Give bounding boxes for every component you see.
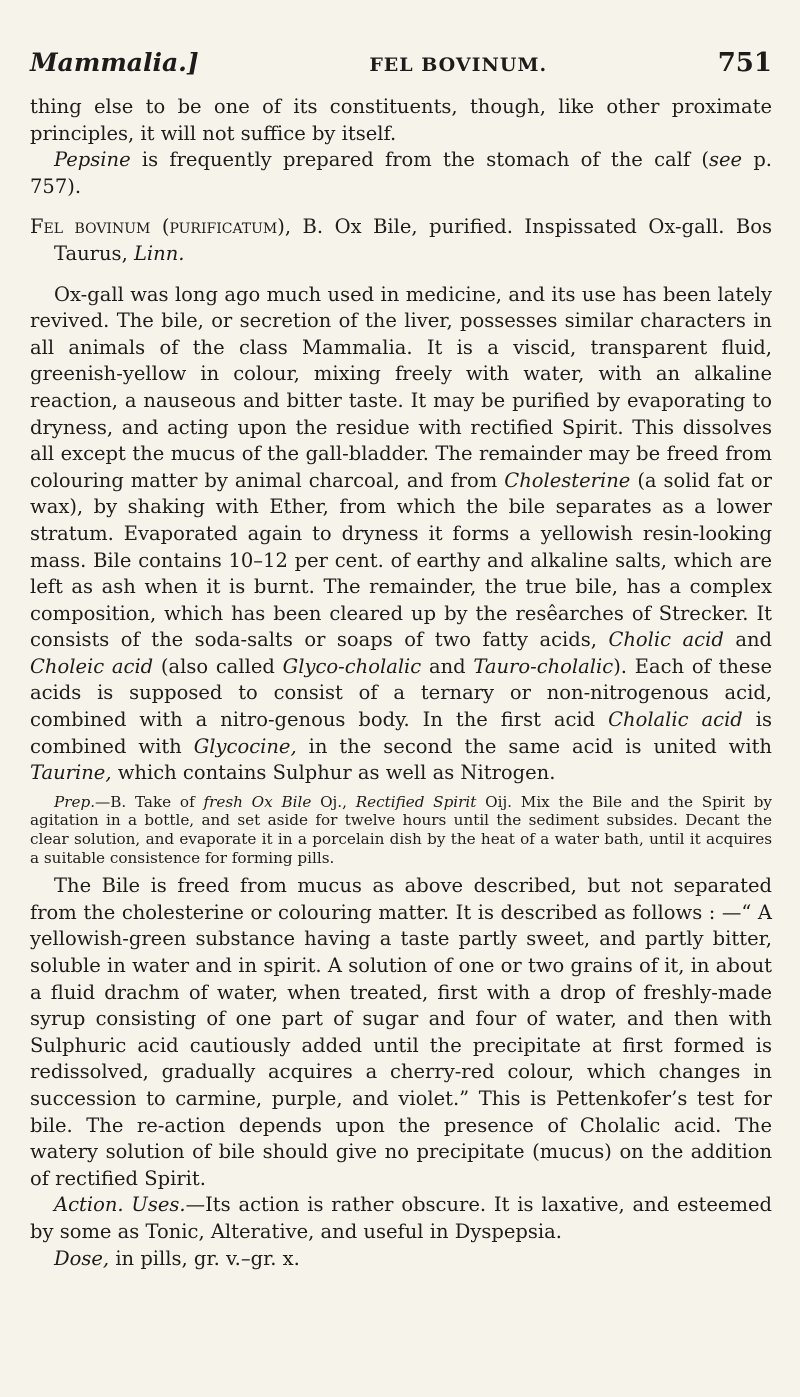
paragraph-action: Action. Uses.—Its action is rather obscure. It is laxative, and esteemed by some as Tonic, Alterative, and useful in Dyspepsia.: [30, 1193, 772, 1243]
paragraph-pepsine: Pepsine is frequently prepared from the stomach of the calf (see p. 757).: [30, 148, 773, 198]
page: [30, 46, 772, 1272]
paragraph-test: The Bile is freed from mucus as above described, but not separated from the cholesterine or colouring matter. It is described as follows : —“ A yellowish-green substance having a taste partly sweet, and partly bitter, soluble in water and in spirit. A solution of one or two grains of it, in about a fluid drachm of water, when treated, first with a drop of freshly-made syrup consisting of one part of sugar and four of water, and then with Sulphuric acid cautiously added until the precipitate at first formed is redissolved, gradually acquires a cherry-red colour, which changes in succession to carmine, purple, and violet.” This is Pettenkofer’s test for bile. The re-action depends upon the presence of Cholalic acid. The watery solution of bile should give no precipitate (mucus) on the addition of rectified Spirit.: [30, 874, 772, 1190]
paragraph-continuation: thing else to be one of its constituents, though, like other proximate principles, it will not suffice by itself.: [30, 95, 772, 145]
running-head-title: FEL BOVINUM.: [369, 54, 548, 76]
running-head-section: Mammalia.]: [30, 48, 199, 77]
term-pepsine: Pepsine: [54, 148, 131, 172]
paragraph-description: Ox-gall was long ago much used in medicine, and its use has been lately revived. The bile, or secretion of the liver, possesses similar characters in all animals of the class Mammalia. It is a viscid, transparent fluid, greenish-yellow in colour, mixing freely with water, with an alkaline reaction, a nauseous and bitter taste. It may be purified by evaporating to dryness, and acting upon the residue with rectified Spirit. This dissolves all except the mucus of the gall-bladder. The remainder may be freed from colouring matter by animal charcoal, and from Cholesterine (a solid fat or wax), by shaking with Ether, from which the bile separates as a lower stratum. Evaporated again to dryness it forms a yellowish resin-looking mass. Bile contains 10–12 per cent. of earthy and alkaline salts, which are left as ash when it is burnt. The remainder, the true bile, has a complex composition, which has been cleared up by the resêarches of Strecker. It consists of the soda-salts or soaps of two fatty acids, Cholic acid and Choleic acid (also called Glyco-cholalic and Tauro-cholalic). Each of these acids is supposed to consist of a ternary or non-nitrogenous acid, combined with a nitro-genous body. In the first acid Cholalic acid is combined with Glycocine, in the second the same acid is united with Taurine, which contains Sulphur as well as Nitrogen.: [30, 282, 772, 785]
running-head: [30, 46, 772, 82]
paragraph-preparation: Prep.—B. Take of fresh Ox Bile Oj., Rectified Spirit Oij. Mix the Bile and the Spirit by agitation in a bottle, and set aside for twelve hours until the sediment subsides. Decant the clear solution, and evaporate it in a porcelain dish by the heat of a water bath, until it acquires a suitable consistence for forming pills.: [30, 792, 772, 867]
paragraph-dose: Dose, in pills, gr. v.–gr. x.: [54, 1246, 300, 1270]
entry-heading: Fel bovinum (purificatum), B. Ox Bile, purified. Inspissated Ox-gall. Bos Taurus, Linn.: [30, 215, 772, 265]
entry-title: Fel bovinum (purificatum), B.: [30, 215, 324, 239]
page-number: 751: [717, 48, 772, 78]
